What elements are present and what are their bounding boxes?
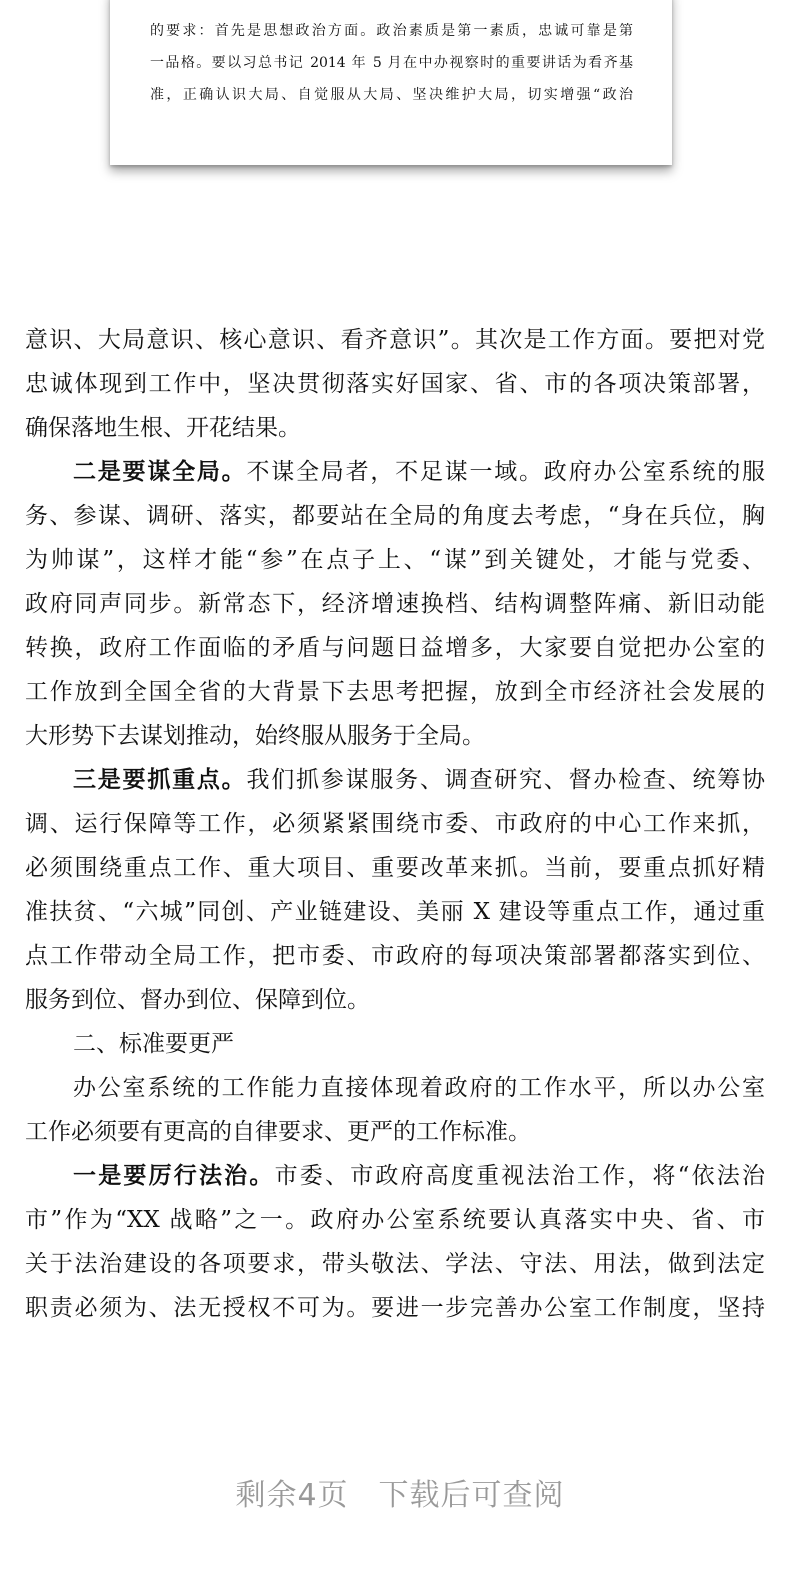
bold-heading: 三是要抓重点。 <box>73 766 247 793</box>
line-text: 我们抓参谋服务、调查研究、督办检查、统筹协 <box>246 767 765 793</box>
line-text: 关于法治建设的各项要求，带头敬法、学法、守法、用法，做到法定 <box>25 1251 765 1277</box>
text-line <box>25 850 765 894</box>
text-line <box>25 1202 765 1246</box>
line-text: 为帅谋”，这样才能“参”在点子上、“谋”到关键处，才能与党委、 <box>25 547 765 573</box>
bold-heading: 一是要厉行法治。 <box>73 1162 275 1189</box>
text-line <box>25 982 765 1026</box>
line-text: 转换，政府工作面临的矛盾与问题日益增多，大家要自觉把办公室的 <box>25 635 765 661</box>
text-line <box>25 762 765 806</box>
text-line <box>25 1114 765 1158</box>
text-line <box>25 454 765 498</box>
line-text: 工作必须要有更高的自律要求、更严的工作标准。 <box>25 1119 531 1145</box>
text-line <box>25 894 765 938</box>
line-text: 务、参谋、调研、落实，都要站在全局的角度去考虑，“身在兵位，胸 <box>25 503 765 529</box>
download-hint-label: 下载后可查阅 <box>378 1478 565 1513</box>
line-text: 服务到位、督办到位、保障到位。 <box>25 987 370 1013</box>
text-line <box>25 1290 765 1334</box>
line-text: 确保落地生根、开花结果。 <box>25 415 301 441</box>
remaining-pages-label: 剩余4页 <box>235 1478 349 1513</box>
line-text: 必须围绕重点工作、重大项目、重要改革来抓。当前，要重点抓好精 <box>25 855 765 881</box>
text-line <box>25 366 765 410</box>
line-text: 忠诚体现到工作中，坚决贯彻落实好国家、省、市的各项决策部署， <box>25 371 765 397</box>
preview-page-card <box>110 0 672 165</box>
card-line: 准，正确认识大局、自觉服从大局、坚决维护大局，切实增强“政治 <box>150 87 633 103</box>
text-line <box>25 498 765 542</box>
text-line <box>25 1158 765 1202</box>
line-text: 准扶贫、“六城”同创、产业链建设、美丽 X 建设等重点工作，通过重 <box>25 899 765 925</box>
text-line <box>25 938 765 982</box>
text-line <box>25 1246 765 1290</box>
line-text: 二、标准要更严 <box>73 1031 234 1057</box>
line-text: 工作放到全国全省的大背景下去思考把握，放到全市经济社会发展的 <box>25 679 765 705</box>
line-text: 政府同声同步。新常态下，经济增速换档、结构调整阵痛、新旧动能 <box>25 591 765 617</box>
text-line <box>25 542 765 586</box>
text-line <box>25 322 765 366</box>
line-text: 调、运行保障等工作，必须紧紧围绕市委、市政府的中心工作来抓， <box>25 811 765 837</box>
document-body <box>25 322 765 1334</box>
text-line <box>25 586 765 630</box>
line-text: 市”作为“XX 战略”之一。政府办公室系统要认真落实中央、省、市 <box>25 1207 765 1233</box>
line-text: 职责必须为、法无授权不可为。要进一步完善办公室工作制度，坚持 <box>25 1295 765 1321</box>
text-line <box>25 410 765 454</box>
text-line <box>25 718 765 762</box>
download-prompt[interactable] <box>0 1470 800 1514</box>
line-text: 意识、大局意识、核心意识、看齐意识”。其次是工作方面。要把对党 <box>25 327 765 353</box>
bold-heading: 二是要谋全局。 <box>73 458 247 485</box>
text-line <box>25 806 765 850</box>
line-text: 办公室系统的工作能力直接体现着政府的工作水平，所以办公室 <box>73 1075 765 1101</box>
line-text: 点工作带动全局工作，把市委、市政府的每项决策部署都落实到位、 <box>25 943 765 969</box>
text-line <box>25 674 765 718</box>
text-line <box>25 1026 765 1070</box>
card-line: 的要求：首先是思想政治方面。政治素质是第一素质，忠诚可靠是第 <box>150 23 633 39</box>
text-line <box>25 630 765 674</box>
text-line <box>25 1070 765 1114</box>
line-text: 不谋全局者，不足谋一域。政府办公室系统的服 <box>246 459 765 485</box>
line-text: 大形势下去谋划推动，始终服从服务于全局。 <box>25 723 485 749</box>
line-text: 市委、市政府高度重视法治工作，将“依法治 <box>274 1163 765 1189</box>
card-line: 一品格。要以习总书记 2014 年 5 月在中办视察时的重要讲话为看齐基 <box>150 55 633 71</box>
